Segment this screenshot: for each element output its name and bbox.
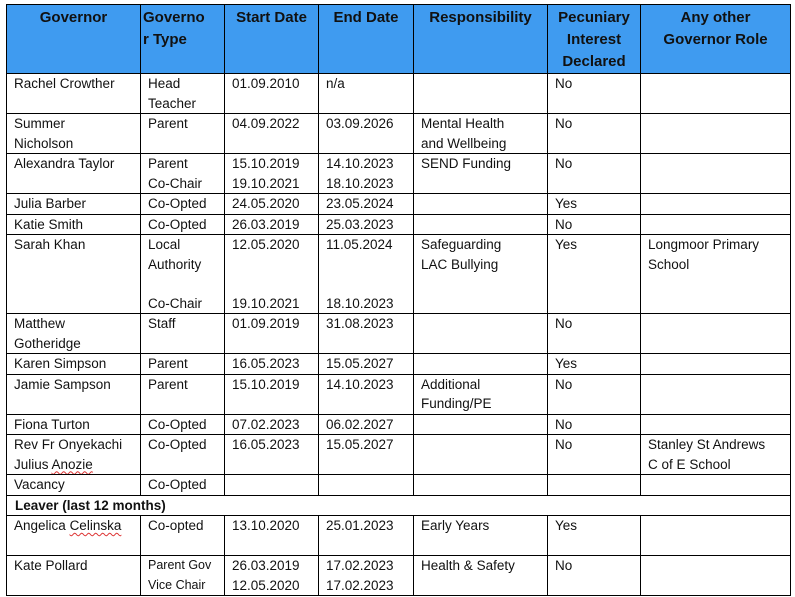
end-date-cell: 03.09.2026: [319, 114, 414, 154]
end-date-cell: 14.10.2023 18.10.2023: [319, 154, 414, 194]
end-date-cell: [319, 475, 414, 496]
responsibility-cell: [414, 435, 548, 475]
pecuniary-cell: No: [548, 435, 641, 475]
end-date-cell: 31.08.2023: [319, 314, 414, 354]
end-date-cell: 11.05.2024 18.10.2023: [319, 235, 414, 314]
governor-type-cell: Parent Co-Chair: [141, 154, 225, 194]
end-date-cell: n/a: [319, 74, 414, 114]
pecuniary-cell: No: [548, 374, 641, 414]
other-role-cell: [641, 516, 791, 556]
responsibility-cell: [414, 354, 548, 375]
governor-name-cell: Summer Nicholson: [7, 114, 141, 154]
governor-name-cell: Kate Pollard: [7, 556, 141, 596]
pecuniary-cell: [548, 475, 641, 496]
header-end-date: End Date: [319, 5, 414, 74]
governor-name-cell: Vacancy: [7, 475, 141, 496]
governor-type-cell: Co-Opted: [141, 414, 225, 435]
other-role-cell: [641, 74, 791, 114]
start-date-cell: [225, 475, 319, 496]
governor-row: [7, 475, 791, 496]
responsibility-cell: [414, 414, 548, 435]
responsibility-cell: [414, 214, 548, 235]
governor-type-cell: Local Authority Co-Chair: [141, 235, 225, 314]
governor-type-cell: Co-opted: [141, 516, 225, 556]
end-date-cell: 15.05.2027: [319, 435, 414, 475]
governor-row: [7, 435, 791, 475]
governor-row: [7, 235, 791, 314]
governor-name-cell: Sarah Khan: [7, 235, 141, 314]
pecuniary-cell: No: [548, 414, 641, 435]
start-date-cell: 01.09.2019: [225, 314, 319, 354]
governor-name-cell: Julia Barber: [7, 194, 141, 215]
governor-name-cell: Angelica Celinska: [7, 516, 141, 556]
start-date-cell: 15.10.2019 19.10.2021: [225, 154, 319, 194]
header-start-date: Start Date: [225, 5, 319, 74]
pecuniary-cell: No: [548, 154, 641, 194]
other-role-cell: [641, 414, 791, 435]
governor-type-cell: Parent: [141, 354, 225, 375]
start-date-cell: 12.05.2020 19.10.2021: [225, 235, 319, 314]
governor-name-cell: Fiona Turton: [7, 414, 141, 435]
governor-type-cell: Parent: [141, 374, 225, 414]
governor-row: [7, 154, 791, 194]
governor-type-cell: Parent Gov Vice Chair: [141, 556, 225, 596]
governor-name-cell: Alexandra Taylor: [7, 154, 141, 194]
governor-name-cell: Matthew Gotheridge: [7, 314, 141, 354]
governor-type-cell: Co-Opted: [141, 214, 225, 235]
responsibility-cell: [414, 74, 548, 114]
governor-name-cell: Rachel Crowther: [7, 74, 141, 114]
end-date-cell: 15.05.2027: [319, 354, 414, 375]
governor-type-cell: Co-Opted: [141, 475, 225, 496]
responsibility-cell: Health & Safety: [414, 556, 548, 596]
start-date-cell: 16.05.2023: [225, 354, 319, 375]
other-role-cell: [641, 374, 791, 414]
start-date-cell: 24.05.2020: [225, 194, 319, 215]
header-responsibility: Responsibility: [414, 5, 548, 74]
other-role-cell: [641, 194, 791, 215]
pecuniary-cell: No: [548, 214, 641, 235]
end-date-cell: 17.02.2023 17.02.2023: [319, 556, 414, 596]
pecuniary-cell: Yes: [548, 194, 641, 215]
responsibility-cell: Additional Funding/PE: [414, 374, 548, 414]
header-governor: Governor: [7, 5, 141, 74]
governor-row: [7, 114, 791, 154]
pecuniary-cell: No: [548, 114, 641, 154]
responsibility-cell: Early Years: [414, 516, 548, 556]
start-date-cell: 01.09.2010: [225, 74, 319, 114]
governor-type-cell: Parent: [141, 114, 225, 154]
header-other-role: Any other Governor Role: [641, 5, 791, 74]
end-date-cell: 06.02.2027: [319, 414, 414, 435]
pecuniary-cell: Yes: [548, 516, 641, 556]
leaver-section-heading: Leaver (last 12 months): [7, 495, 791, 516]
governor-row: [7, 374, 791, 414]
start-date-cell: 07.02.2023: [225, 414, 319, 435]
pecuniary-cell: No: [548, 314, 641, 354]
pecuniary-cell: No: [548, 556, 641, 596]
leaver-row: [7, 556, 791, 596]
governor-row: [7, 354, 791, 375]
leaver-section-row: [7, 495, 791, 516]
governor-name-cell: Karen Simpson: [7, 354, 141, 375]
start-date-cell: 26.03.2019: [225, 214, 319, 235]
governor-type-cell: Head Teacher: [141, 74, 225, 114]
end-date-cell: 25.03.2023: [319, 214, 414, 235]
governors-table: [6, 4, 791, 596]
start-date-cell: 16.05.2023: [225, 435, 319, 475]
governor-row: [7, 194, 791, 215]
other-role-cell: [641, 314, 791, 354]
pecuniary-cell: Yes: [548, 235, 641, 314]
end-date-cell: 23.05.2024: [319, 194, 414, 215]
header-governor-type: Governo r Type: [141, 5, 225, 74]
pecuniary-cell: Yes: [548, 354, 641, 375]
responsibility-cell: [414, 475, 548, 496]
responsibility-cell: [414, 194, 548, 215]
other-role-cell: [641, 354, 791, 375]
responsibility-cell: [414, 314, 548, 354]
responsibility-cell: Mental Health and Wellbeing: [414, 114, 548, 154]
other-role-cell: [641, 154, 791, 194]
governor-type-cell: Co-Opted: [141, 435, 225, 475]
other-role-cell: Longmoor Primary School: [641, 235, 791, 314]
leaver-row: [7, 516, 791, 556]
responsibility-cell: Safeguarding LAC Bullying: [414, 235, 548, 314]
governor-name-cell: Katie Smith: [7, 214, 141, 235]
other-role-cell: Stanley St Andrews C of E School: [641, 435, 791, 475]
pecuniary-cell: No: [548, 74, 641, 114]
governor-row: [7, 414, 791, 435]
start-date-cell: 04.09.2022: [225, 114, 319, 154]
header-row: [7, 5, 791, 74]
governor-type-cell: Staff: [141, 314, 225, 354]
governor-type-cell: Co-Opted: [141, 194, 225, 215]
other-role-cell: [641, 556, 791, 596]
end-date-cell: 14.10.2023: [319, 374, 414, 414]
governor-name-cell: Jamie Sampson: [7, 374, 141, 414]
start-date-cell: 15.10.2019: [225, 374, 319, 414]
header-pecuniary-interest: Pecuniary Interest Declared: [548, 5, 641, 74]
governor-row: [7, 74, 791, 114]
governor-row: [7, 314, 791, 354]
start-date-cell: 26.03.2019 12.05.2020: [225, 556, 319, 596]
responsibility-cell: SEND Funding: [414, 154, 548, 194]
other-role-cell: [641, 214, 791, 235]
start-date-cell: 13.10.2020: [225, 516, 319, 556]
governor-row: [7, 214, 791, 235]
governor-name-cell: Rev Fr Onyekachi Julius Anozie: [7, 435, 141, 475]
other-role-cell: [641, 475, 791, 496]
other-role-cell: [641, 114, 791, 154]
end-date-cell: 25.01.2023: [319, 516, 414, 556]
